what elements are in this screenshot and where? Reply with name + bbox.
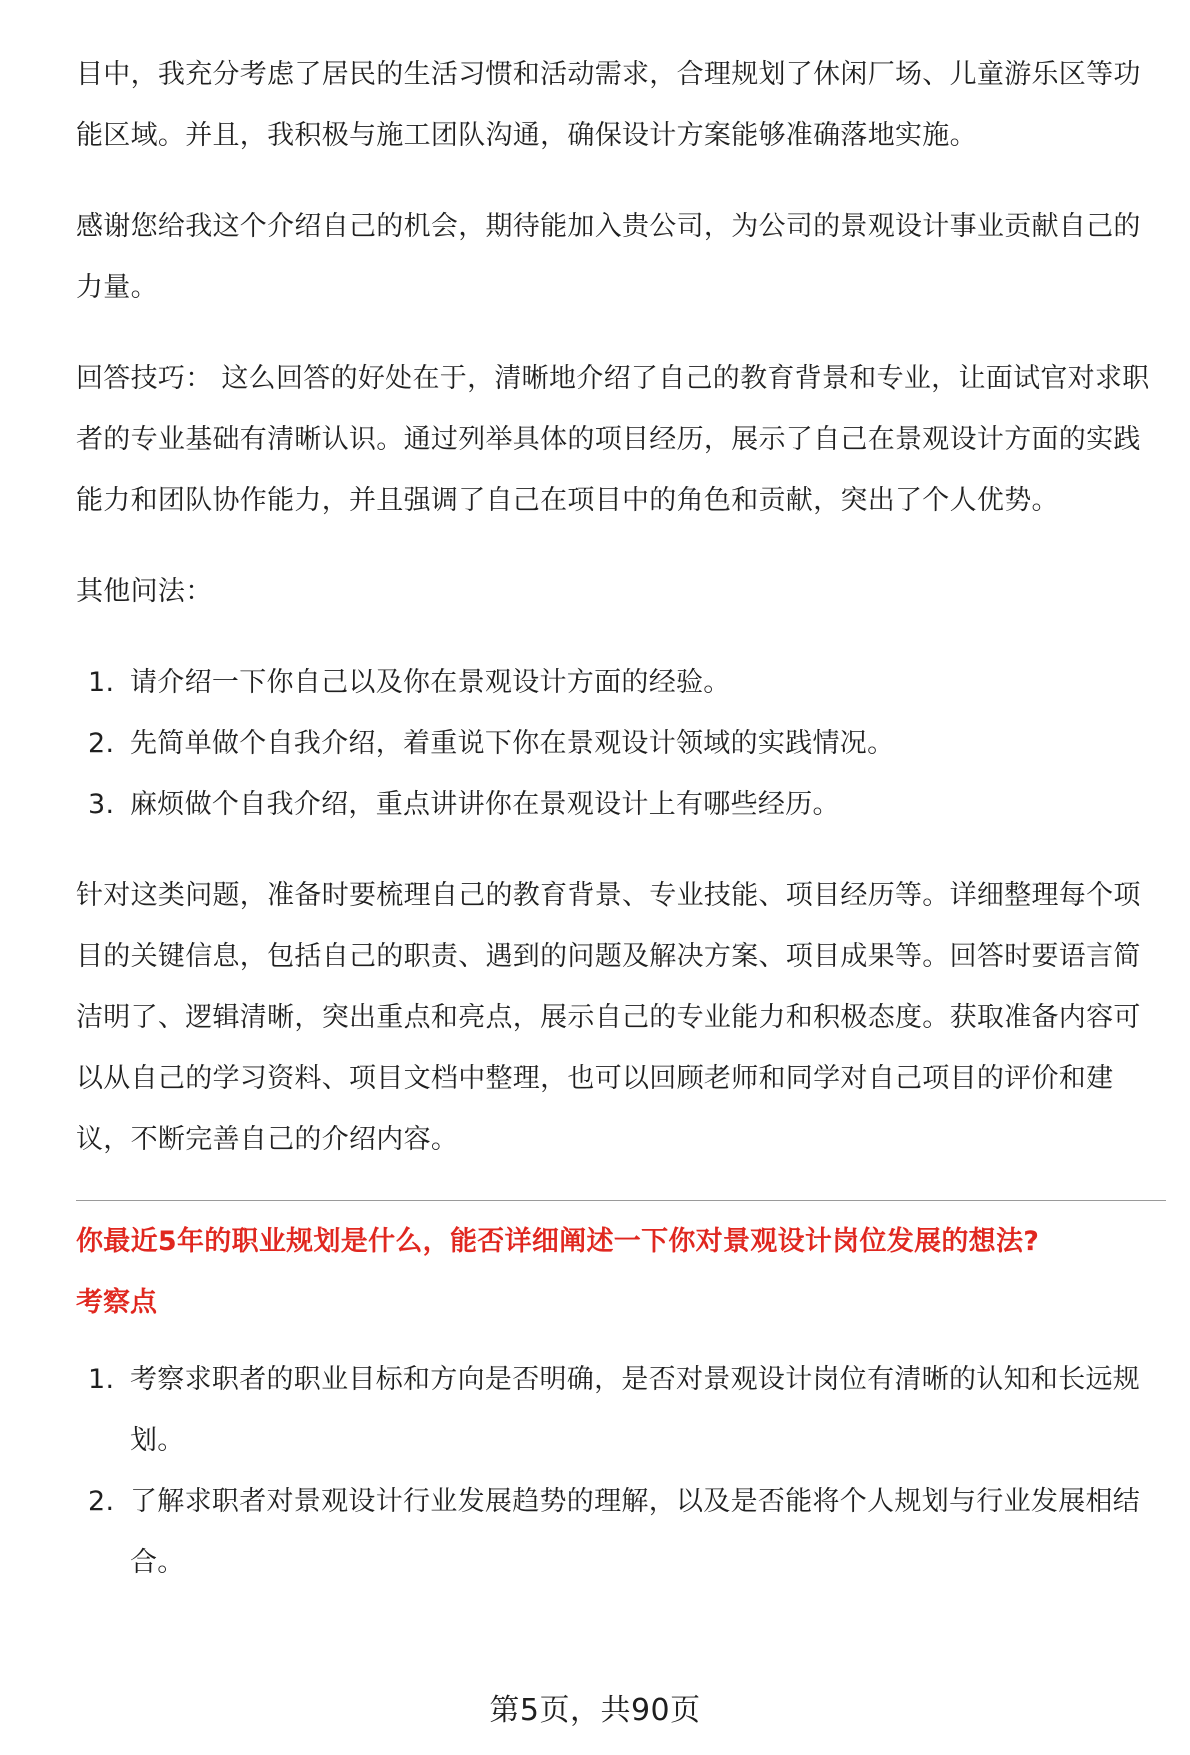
list-item-text: 先简单做个自我介绍，着重说下你在景观设计领域的实践情况。: [130, 728, 895, 759]
list-item-number: 2.: [88, 1486, 115, 1517]
section-divider: [76, 1200, 1166, 1201]
paragraph-preparation-advice: 针对这类问题，准备时要梳理自己的教育背景、专业技能、项目经历等。详细整理每个项目的关键信息，包括自己的职责、遇到的问题及解决方案、项目成果等。回答时要语言简洁明了、逻辑清晰，突出重点和亮点，展示自己的专业能力和积极态度。获取准备内容可以从自己的学习资料、项目文档中整理，也可以回顾老师和同学对自己项目的评价和建议，不断完善自己的介绍内容。: [76, 880, 1141, 1155]
list-item-number: 1.: [88, 667, 115, 698]
page-number: 第5页，共90页: [489, 1693, 701, 1728]
list-item: [76, 713, 1166, 774]
list-item-number: 1.: [88, 1364, 115, 1395]
paragraph-project-detail: 目中，我充分考虑了居民的生活习惯和活动需求，合理规划了休闲厂场、儿童游乐区等功能区域。并且，我积极与施工团队沟通，确保设计方案能够准确落地实施。: [76, 59, 1141, 151]
list-item-number: 2.: [88, 728, 115, 759]
list-item: [76, 1349, 1166, 1471]
paragraph-other-asks-label: 其他问法：: [76, 576, 213, 607]
list-item-text: 麻烦做个自我介绍，重点讲讲你在景观设计上有哪些经历。: [130, 789, 840, 820]
list-item-text: 请介绍一下你自己以及你在景观设计方面的经验。: [130, 667, 731, 698]
list-item-text: 了解求职者对景观设计行业发展趋势的理解，以及是否能将个人规划与行业发展相结合。: [130, 1486, 1141, 1578]
assessment-points-list: [76, 1349, 1166, 1593]
list-item: [76, 1471, 1166, 1593]
document-page: [76, 44, 1166, 1623]
paragraph-answer-tips: 回答技巧： 这么回答的好处在于，清晰地介绍了自己的教育背景和专业，让面试官对求职者的专业基础有清晰认识。通过列举具体的项目经历，展示了自己在景观设计方面的实践能力和团队协作能力，并且强调了自己在项目中的角色和贡献，突出了个人优势。: [76, 363, 1150, 516]
question-heading: 你最近5年的职业规划是什么，能否详细阐述一下你对景观设计岗位发展的想法?: [76, 1226, 1040, 1257]
other-questions-list: [76, 652, 1166, 835]
list-item-text: 考察求职者的职业目标和方向是否明确，是否对景观设计岗位有清晰的认知和长远规划。: [130, 1364, 1141, 1456]
list-item: [76, 652, 1166, 713]
list-item-number: 3.: [88, 789, 115, 820]
list-item: [76, 774, 1166, 835]
assessment-points-label: 考察点: [76, 1287, 157, 1318]
paragraph-thanks: 感谢您给我这个介绍自己的机会，期待能加入贵公司，为公司的景观设计事业贡献自己的力量。: [76, 211, 1141, 303]
